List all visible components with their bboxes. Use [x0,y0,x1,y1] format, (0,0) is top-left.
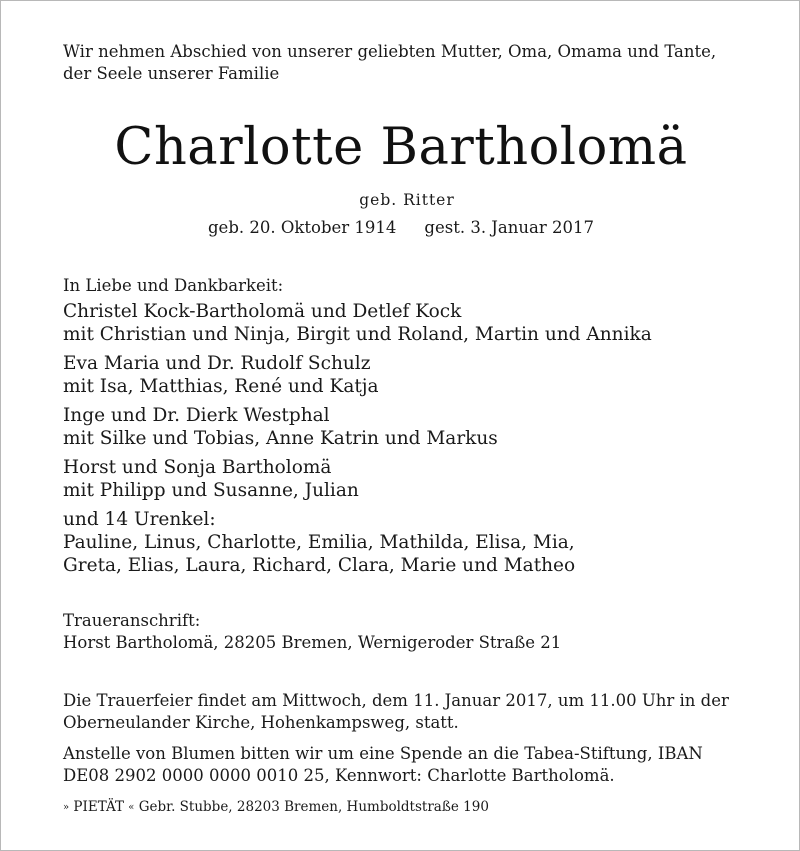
birth-date: geb. 20. Oktober 1914 [208,218,397,237]
mourner-line: Greta, Elias, Laura, Richard, Clara, Marie und Matheo [63,555,576,576]
quote-close: « [128,802,135,813]
mourner-line: Inge und Dr. Dierk Westphal [63,405,330,426]
death-date: gest. 3. Januar 2017 [424,218,594,237]
mourner-line: Christel Kock-Bartholomä und Detlef Kock [63,301,462,322]
intro-line-1: Wir nehmen Abschied von unserer geliebten Mutter, Oma, Omama und Tante, [63,42,717,61]
undertaker-details: Gebr. Stubbe, 28203 Bremen, Humboldtstraße 190 [138,799,489,815]
address-label: Traueranschrift: [63,611,201,630]
address-value: Horst Bartholomä, 28205 Bremen, Wernigeroder Straße 21 [63,633,562,652]
mourner-line: und 14 Urenkel: [63,509,216,530]
mourner-line: Eva Maria und Dr. Rudolf Schulz [63,353,371,374]
mourner-line: mit Silke und Tobias, Anne Katrin und Markus [63,428,498,449]
maiden-name: geb. Ritter [359,191,455,209]
mourners-heading: In Liebe und Dankbarkeit: [63,276,284,295]
life-dates [1,216,800,240]
intro-line-2: der Seele unserer Familie [63,64,280,83]
mourner-line: mit Isa, Matthias, René und Katja [63,376,379,397]
donation-line-2: DE08 2902 0000 0000 0010 25, Kennwort: Charlotte Bartholomä. [63,766,615,785]
undertaker-name: PIETÄT [73,799,124,815]
quote-open: » [63,802,70,813]
undertaker-line [63,797,489,818]
mourner-line: Horst und Sonja Bartholomä [63,457,332,478]
funeral-line-2: Oberneulander Kirche, Hohenkampsweg, statt. [63,713,459,732]
funeral-line-1: Die Trauerfeier findet am Mittwoch, dem 11. Januar 2017, um 11.00 Uhr in der [63,691,729,710]
mourner-line: Pauline, Linus, Charlotte, Emilia, Mathilda, Elisa, Mia, [63,532,575,553]
mourner-line: mit Philipp und Susanne, Julian [63,480,359,501]
donation-line-1: Anstelle von Blumen bitten wir um eine Spende an die Tabea-Stiftung, IBAN [63,744,703,763]
deceased-name: Charlotte Bartholomä [114,118,688,177]
mourner-line: mit Christian und Ninja, Birgit und Roland, Martin und Annika [63,324,652,345]
